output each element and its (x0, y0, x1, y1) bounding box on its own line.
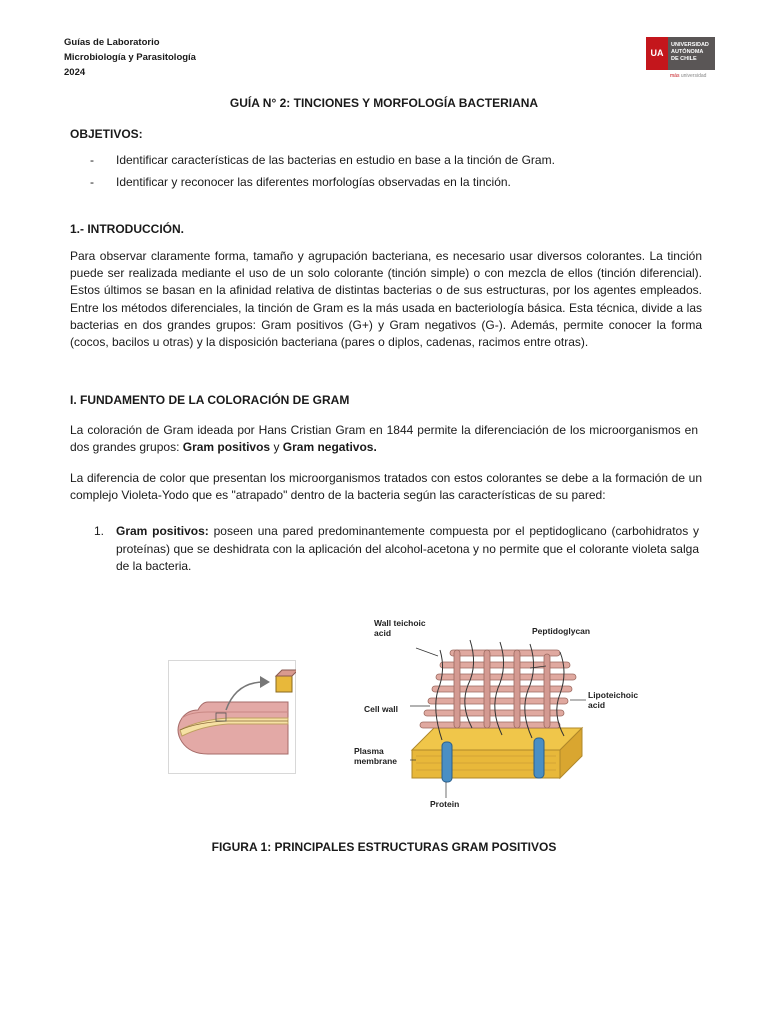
label-cell-wall: Cell wall (364, 704, 399, 714)
figure-caption: FIGURA 1: PRINCIPALES ESTRUCTURAS GRAM POSITIVOS (211, 840, 557, 854)
logo-name-line-1: UNIVERSIDAD (671, 42, 709, 48)
cell-wall-diagram (350, 610, 639, 815)
intro-paragraph: Para observar claramente forma, tamaño y agrupación bacteriana, es necesario usar diversos colorantes. La tinción puede ser realizada mediante el uso de un solo colorante (tinción simple) o con mezcla de ellos (tinción diferencial). Estos últimos se basan en la afinidad relativa de distintas bacterias o de sus estructuras, por los agentes empleados. Entre los métodos diferenciales, la tinción de Gram es la más usada en bacteriología básica. Esta técnica, divide a las bacterias en dos grandes grupos: Gram positivos (G+) y Gram negativos (G-). Además, permite conocer la forma (cocos, bacilos u otras) y la disposición bacteriana (pares o diplos, cadenas, racimos entre otras). (70, 249, 702, 350)
label-protein: Protein (430, 799, 460, 809)
logo-tagline-red: más (670, 73, 680, 79)
document-header (64, 35, 196, 80)
logo-box (646, 37, 715, 70)
header-line-2: Microbiología y Parasitología (64, 52, 196, 63)
logo-tagline-rest: universidad (679, 73, 707, 79)
logo-name-line-2: AUTÓNOMA (671, 49, 704, 55)
fundamento-p1-mid: y (270, 440, 283, 455)
intro-heading: 1.- INTRODUCCIÓN. (70, 222, 184, 236)
objetivo-text-2: Identificar y reconocer las diferentes morfologías observadas en la tinción. (116, 175, 511, 189)
fundamento-p1-text: La coloración de Gram ideada por Hans Cristian Gram en 1844 permite la diferenciación de los microorganismos en dos grandes grupos: (70, 423, 698, 455)
bacterium-svg (168, 660, 296, 774)
bacterium-illustration (168, 660, 296, 774)
numbered-item-number: 1. (94, 524, 105, 538)
label-peptidoglycan: Peptidoglycan (532, 626, 591, 636)
fundamento-paragraph-1 (70, 422, 698, 456)
logo-mark: UA (646, 37, 668, 70)
logo-name (671, 42, 715, 63)
gram-negativos-bold: Gram negativos. (282, 440, 377, 455)
label-lipoteichoic-line-2: acid (588, 700, 606, 710)
objetivo-text-1: Identificar características de las bacterias en estudio en base a la tinción de Gram. (116, 153, 555, 167)
label-wall-teichoic-line-2: acid (374, 628, 392, 638)
university-logo (646, 37, 715, 82)
label-lipoteichoic-line-1: Lipoteichoic (588, 690, 639, 700)
numbered-item-text (116, 523, 699, 576)
gram-positivos-bold: Gram positivos (182, 440, 271, 455)
label-plasma-line-1: Plasma (354, 746, 384, 756)
label-plasma-line-2: membrane (354, 756, 397, 766)
objetivos-heading: OBJETIVOS: (70, 127, 143, 141)
header-line-3: 2024 (64, 67, 86, 78)
label-wall-teichoic-line-1: Wall teichoic (374, 618, 426, 628)
logo-name-line-3: DE CHILE (671, 56, 697, 62)
document-page: Guías de Laboratorio Microbiología y Parasitología 2024 UA UNIVERSIDAD AUTÓNOMA DE CHILE más universidad GUÍA N° 2: TINCIONES Y MORFOLOGÍA BACTERIANA OBJETIVOS: - Identificar características de las bacterias en estudio en base a la tinción de Gram. - Identificar y reconocer las diferentes morfologías observadas en la tinción. 1.- INTRODUCCIÓN. Para observar claramente forma, tamaño y agrupación bacteriana, es necesario usar diversos colorantes. La tinción puede ser realizada mediante el uso de un solo colorante (tinción simple) o con mezcla de ellos (tinción diferencial). Estos últimos se basan en la afinidad relativa de distintas bacterias o de sus estructuras, por los agentes empleados. Entre los métodos diferenciales, la tinción de Gram es la más usada en bacteriología básica. Esta técnica, divide a las bacterias en dos grandes grupos: Gram positivos (G+) y Gram negativos (G-). Además, permite conocer la forma (cocos, bacilos u otras) y la disposición bacteriana (pares o diplos, cadenas, racimos entre otras). I. FUNDAMENTO DE LA COLORACIÓN DE GRAM La coloración de Gram ideada por Hans Cristian Gram en 1844 permite la diferenciación de los microorganismos en dos grandes grupos: Gram positivos y Gram negativos. La diferencia de color que presentan los microorganismos tratados con estos colorantes se debe a la formación de un complejo Violeta-Yodo que es "atrapado" dentro de la bacteria según las características de su pared: 1. Gram positivos: poseen una pared predominantemente compuesta por el peptidoglicano (carbohidratos y proteínas) que se deshidrata con la aplicación del alcohol-acetona y no permite que el colorante violeta salga de la bacteria. Wall teichoic acid Peptidoglycan Cell wall Lipoteichoic acid Plasma membrane Protein FIGURA 1: PRINCIPALES ESTRUCTURAS GRAM POSITIVOS (0, 0, 768, 1024)
logo-tagline (670, 73, 706, 79)
gram-positivos-term: Gram positivos: (116, 524, 209, 538)
fundamento-paragraph-2: La diferencia de color que presentan los microorganismos tratados con estos colorantes se debe a la formación de un complejo Violeta-Yodo que es "atrapado" dentro de la bacteria según las características de su pared: (70, 471, 702, 503)
header-line-1: Guías de Laboratorio (64, 37, 160, 48)
label-wall-teichoic-acid (374, 618, 426, 638)
document-title: GUÍA N° 2: TINCIONES Y MORFOLOGÍA BACTERIANA (229, 96, 539, 110)
fundamento-heading: I. FUNDAMENTO DE LA COLORACIÓN DE GRAM (70, 393, 350, 407)
label-lipoteichoic-acid (588, 690, 638, 710)
label-plasma-membrane (354, 746, 397, 766)
gram-positivos-description: poseen una pared predominantemente compuesta por el peptidoglicano (carbohidratos y proteínas) que se deshidrata con la aplicación del alcohol-acetona y no permite que el colorante violeta salga de la bacteria. (116, 524, 699, 573)
